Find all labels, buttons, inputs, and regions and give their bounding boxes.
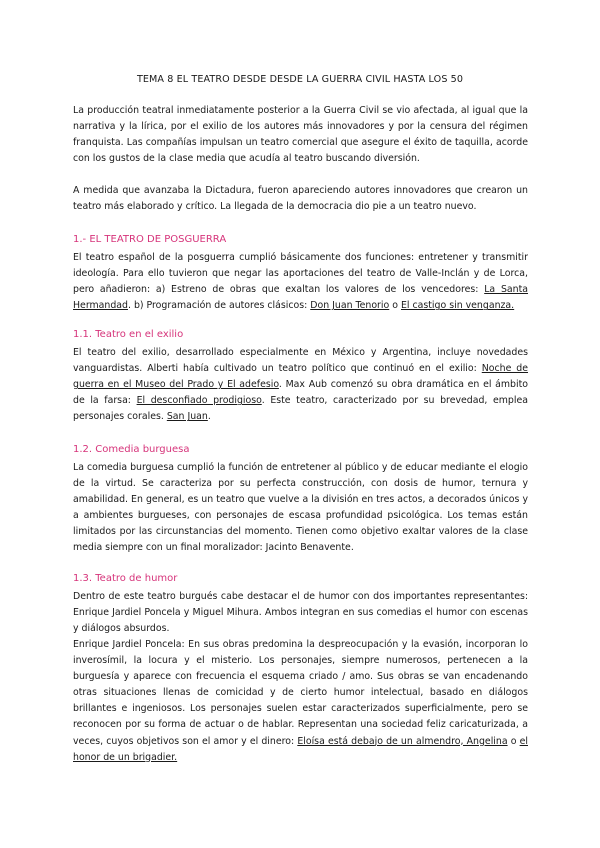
- section-1-3-text-1: Enrique Jardiel Poncela: En sus obras predomina la despreocupación y la evasión, incorporan lo inverosímil, la locura y el misterio. Los personajes, siempre numerosos, pertenecen a la burguesía y aparece con frecuencia el esquema criado / amo. Sus obras se van encadenando otras situaciones llenas de comicidad y de cierto humor intelectual, basado en diálogos brillantes e ingeniosos. Los personajes suelen estar caracterizados superficialmente, pero se reconocen por su forma de actuar o de hablar. Representan una sociedad feliz caricaturizada, a veces, cuyos objetivos son el amor y el dinero:: [73, 639, 528, 747]
- section-1-heading: 1.- EL TEATRO DE POSGUERRA: [73, 234, 227, 245]
- intro-paragraph-2: A medida que avanzaba la Dictadura, fueron apareciendo autores innovadores que crearon un teatro más elaborado y crítico. La llegada de la democracia dio pie a un teatro nuevo.: [73, 185, 528, 213]
- work-title-la-santa-hermandad: La Santa Hermandad: [73, 284, 529, 312]
- section-1-1-text-2: . Max Aub comenzó su obra dramática en el ámbito de la farsa:: [73, 379, 528, 407]
- section-1-3-paragraph-1: Dentro de este teatro burgués cabe destacar el de humor con dos importantes representantes: Enrique Jardiel Poncela y Miguel Mihura. Ambos integran en sus comedias el humor con escenas y diálogos absurdos.: [73, 591, 528, 635]
- section-1-1-text-3: . Este teatro, caracterizado por su brevedad, emplea personajes corales.: [73, 395, 528, 423]
- section-1-2-heading: 1.2. Comedia burguesa: [73, 444, 190, 455]
- work-title-eloisa-angelina: Eloísa está debajo de un almendro, Angelina: [297, 735, 508, 747]
- section-1-2-paragraph: La comedia burguesa cumplió la función de entretener al público y de educar mediante el elogio de la virtud. Se caracteriza por su perfecta construcción, con dosis de humor, ternura y amabilidad. En general, es un teatro que vuelve a la división en tres actos, a decorados únicos y a ambientes burgueses, con personajes de escasa profundidad psicológica. Los temas están limitados por las circunstancias del momento. Tienen como objetivo exaltar valores de la clase media siempre con un final moralizador: Jacinto Benavente.: [73, 462, 528, 554]
- section-1-1-heading: 1.1. Teatro en el exilio: [73, 329, 184, 340]
- section-1-1-text-1: El teatro del exilio, desarrollado especialmente en México y Argentina, incluye novedades vanguardistas. Alberti había cultivado un teatro político que continuó en el exilio:: [73, 347, 528, 375]
- section-1-3-paragraph-2: [73, 637, 528, 766]
- work-title-el-desconfiado-prodigioso: El desconfiado prodigioso: [136, 395, 262, 407]
- section-1-paragraph: [73, 250, 528, 314]
- work-title-san-juan: San Juan: [166, 411, 208, 423]
- section-1-3-heading: 1.3. Teatro de humor: [73, 573, 178, 584]
- work-title-el-honor-de-un-brigadier: el honor de un brigadier.: [73, 735, 528, 763]
- section-1-text-1: El teatro español de la posguerra cumplió básicamente dos funciones: entretener y transmitir ideología. Para ello tuvieron que negar las aportaciones del teatro de Valle-Inclán y de Lorca, pero añadieron: a) Estreno de obras que exaltan los valores de los vencedores:: [73, 252, 528, 296]
- intro-paragraph-1: La producción teatral inmediatamente posterior a la Guerra Civil se vio afectada, al igual que la narrativa y la lírica, por el exilio de los autores más innovadores y por la censura del régimen franquista. Las compañías impulsan un teatro comercial que asegure el éxito de taquilla, acorde con los gustos de la clase media que acudía al teatro buscando diversión.: [73, 105, 528, 165]
- work-title-noche-de-guerra: Noche de guerra en el Museo del Prado y El adefesio: [73, 363, 529, 391]
- section-1-text-2: . b) Programación de autores clásicos:: [127, 300, 311, 312]
- document-title: TEMA 8 EL TEATRO DESDE DESDE LA GUERRA CIVIL HASTA LOS 50: [136, 74, 464, 85]
- work-title-el-castigo-sin-venganza: El castigo sin venganza.: [400, 300, 515, 312]
- work-title-don-juan-tenorio: Don Juan Tenorio: [310, 300, 390, 312]
- section-1-1-paragraph: [73, 345, 528, 425]
- section-1-text-3: o: [389, 300, 401, 312]
- section-1-1-text-4: .: [207, 411, 211, 423]
- section-1-3-text-2: o: [507, 735, 520, 747]
